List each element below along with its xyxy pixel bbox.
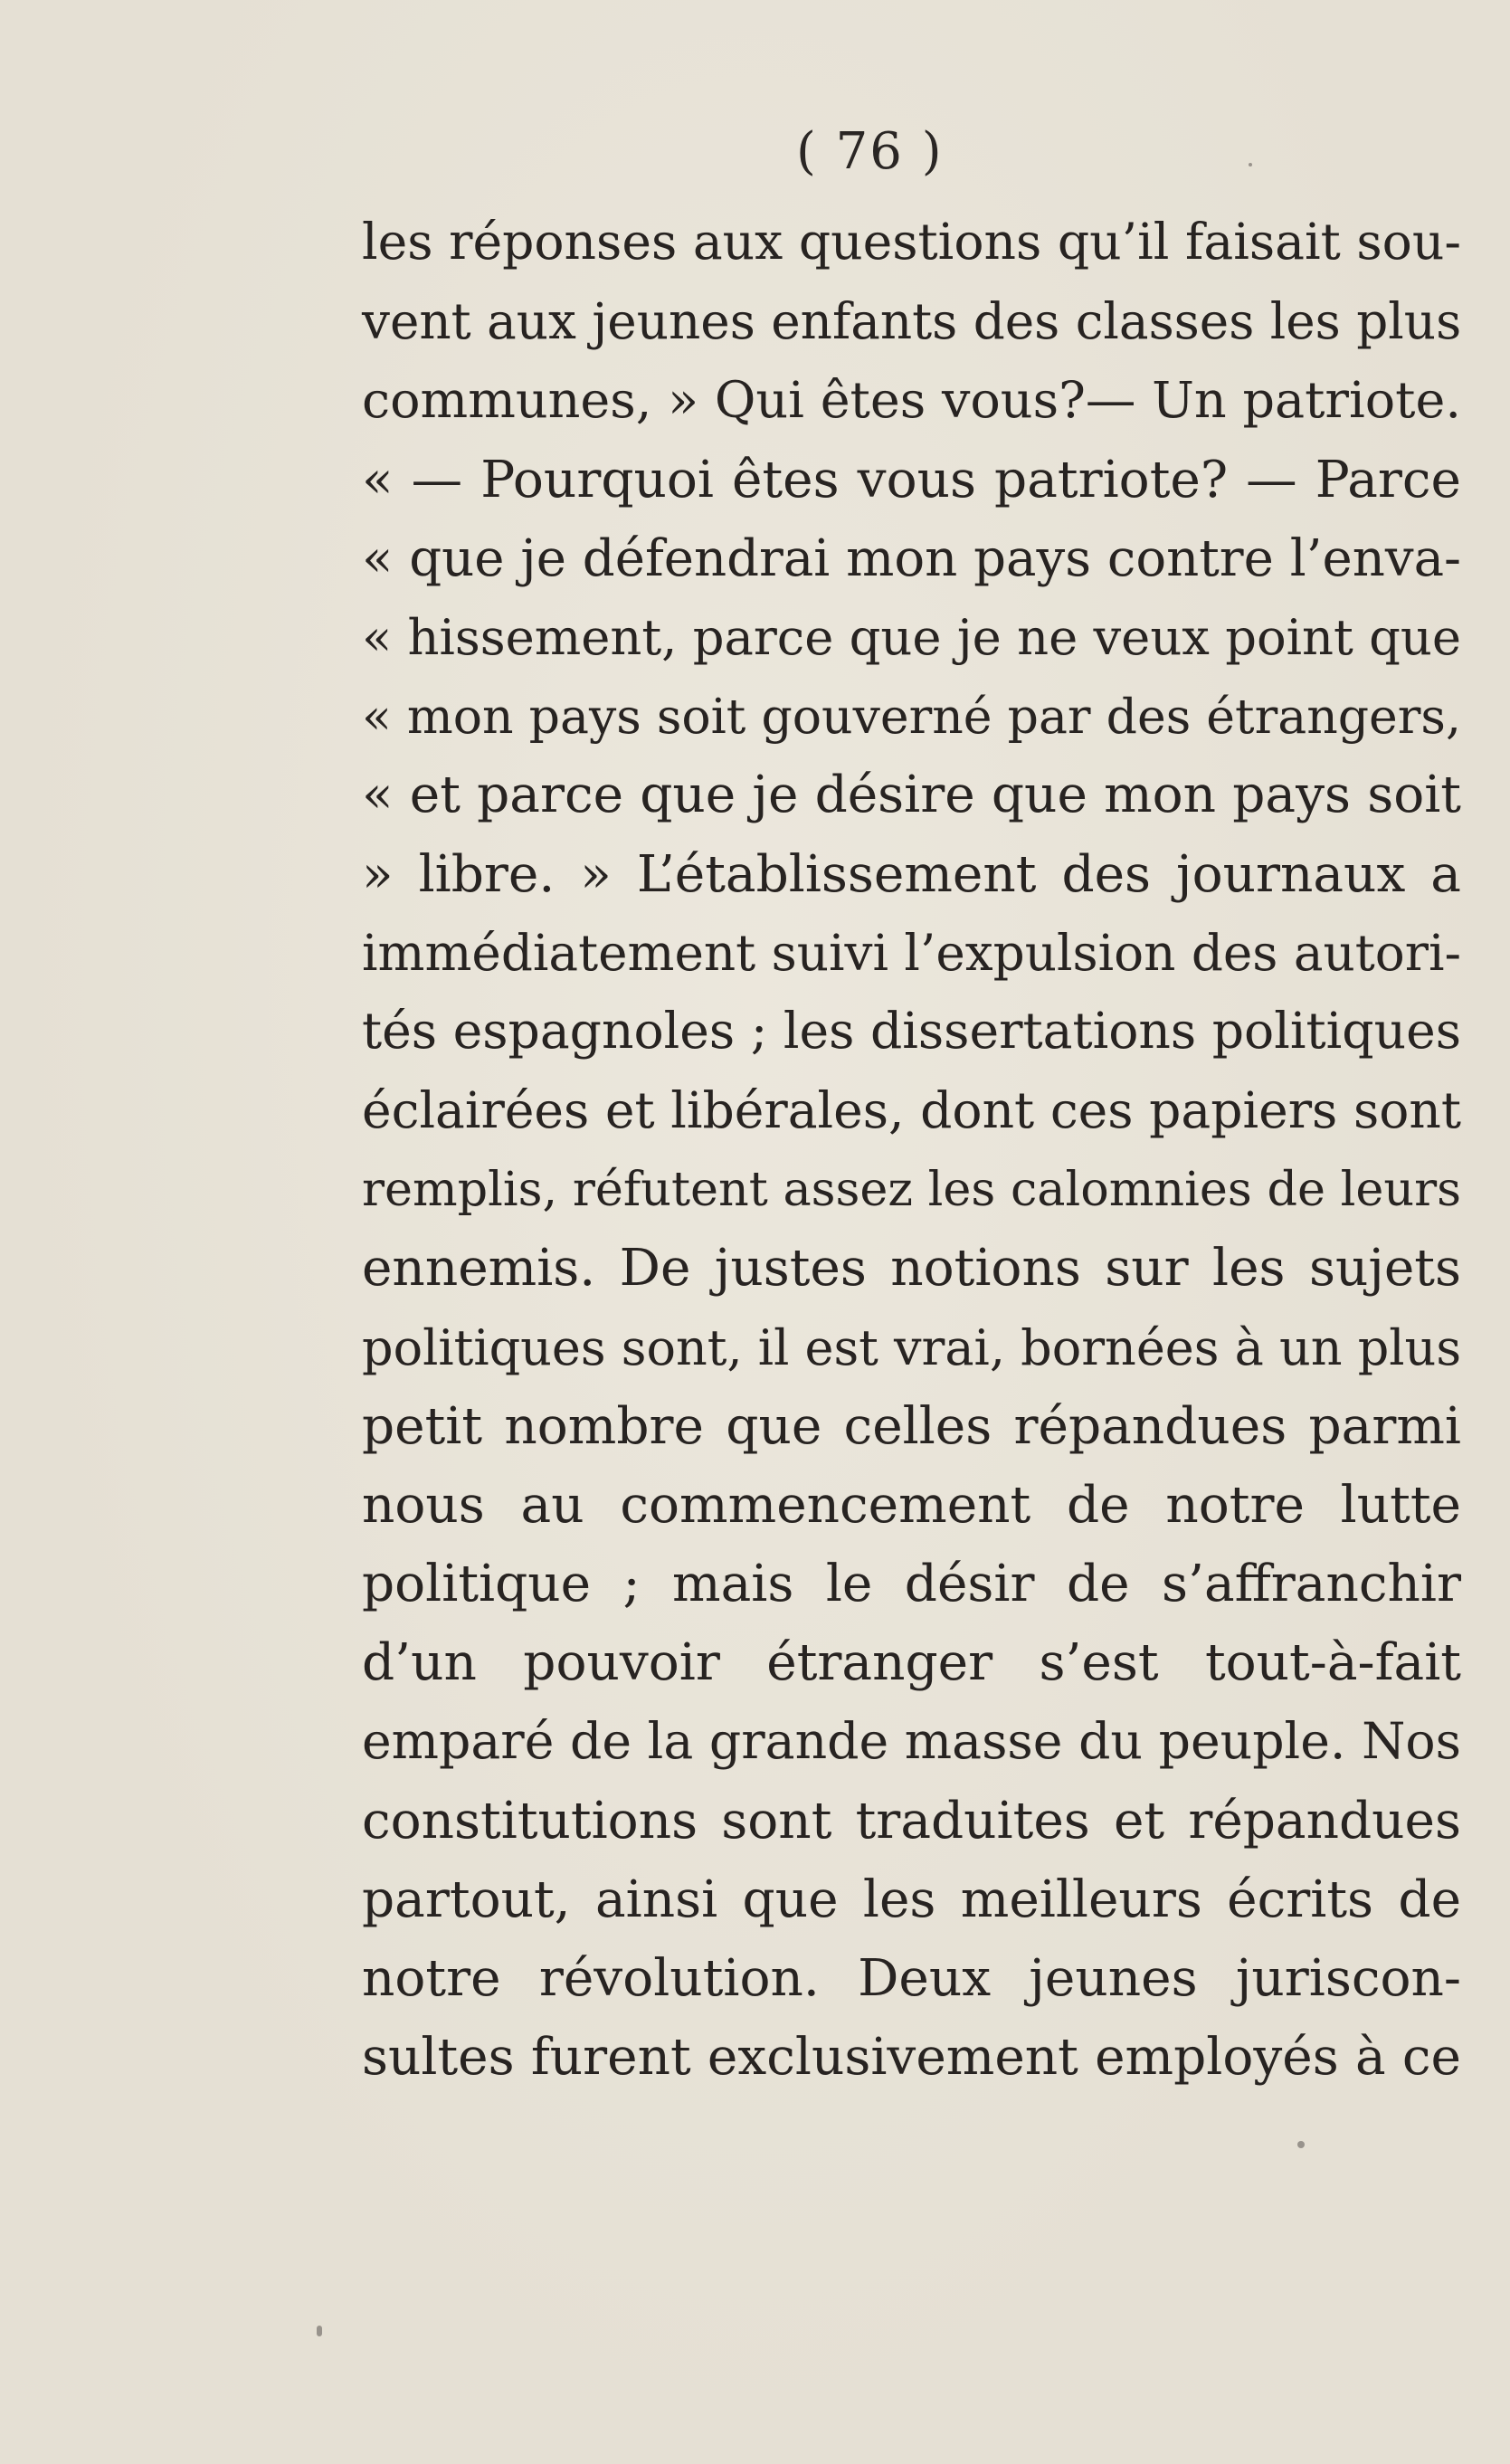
text-line: » libre. » L’établissement des journaux a	[362, 844, 1461, 904]
text-line: « que je défendrai mon pays contre l’enva-	[362, 528, 1461, 588]
text-line: politique ; mais le désir de s’affranchir	[362, 1555, 1461, 1614]
text-line: d’un pouvoir étranger s’est tout-à-fait	[362, 1633, 1461, 1693]
paper-speck	[1249, 163, 1252, 166]
paper-speck	[1297, 2141, 1305, 2148]
text-line: « mon pays soit gouverné par des étrangers,	[362, 688, 1461, 746]
body-text	[362, 204, 1461, 2098]
text-line: politiques sont, il est vrai, bornées à un plus	[362, 1318, 1462, 1376]
text-line: sultes furent exclusivement employés à ce	[362, 2028, 1461, 2088]
text-line: les réponses aux questions qu’il faisait sou-	[362, 214, 1461, 271]
text-line: « et parce que je désire que mon pays soit	[362, 766, 1461, 825]
text-line: petit nombre que celles répandues parmi	[362, 1396, 1461, 1456]
text-line: remplis, réfutent assez les calomnies de leurs	[362, 1162, 1461, 1218]
text-line: éclairées et libérales, dont ces papiers sont	[362, 1081, 1461, 1140]
paper-speck	[317, 2326, 322, 2336]
text-line: constitutions sont traduites et répandues	[362, 1791, 1461, 1850]
text-line: vent aux jeunes enfants des classes les plus	[362, 292, 1462, 351]
text-line: communes, » Qui êtes vous?— Un patriote.	[362, 371, 1461, 431]
text-line: ennemis. De justes notions sur les sujets	[362, 1239, 1461, 1299]
text-line: immédiatement suivi l’expulsion des autori-	[362, 923, 1461, 982]
text-line: tés espagnoles ; les dissertations politiques	[362, 1002, 1461, 1061]
text-line: « — Pourquoi êtes vous patriote? — Parce	[362, 450, 1461, 509]
text-line: « hissement, parce que je ne veux point que	[362, 608, 1461, 666]
page-number: ( 76 )	[796, 122, 944, 181]
text-line: nous au commencement de notre lutte	[362, 1476, 1461, 1535]
text-line: emparé de la grande masse du peuple. Nos	[362, 1712, 1461, 1771]
text-line: notre révolution. Deux jeunes juriscon-	[362, 1949, 1461, 2009]
text-line: partout, ainsi que les meilleurs écrits de	[362, 1869, 1461, 1929]
